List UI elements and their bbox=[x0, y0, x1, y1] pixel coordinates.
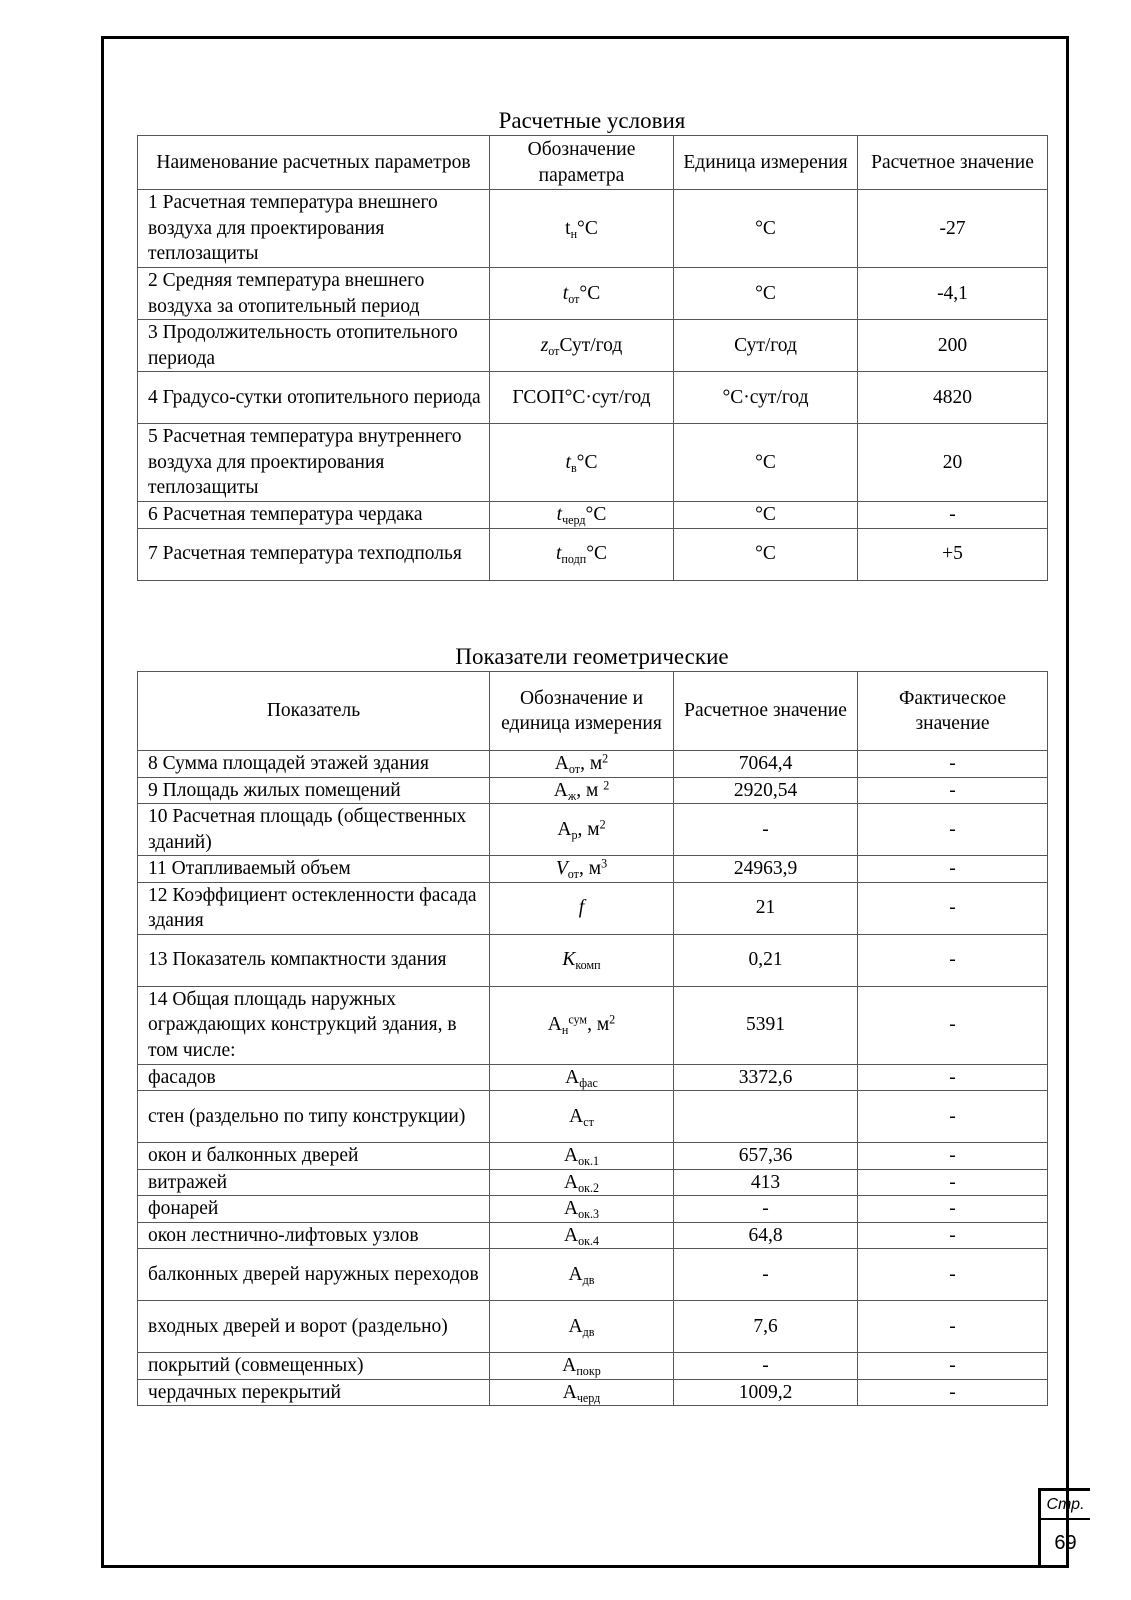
symbol-unit: , м bbox=[587, 1014, 610, 1036]
header-cell: Обозначение и единица измерения bbox=[490, 672, 674, 751]
actual-value-cell: - bbox=[858, 1196, 1048, 1223]
design-value-cell: +5 bbox=[858, 528, 1048, 580]
actual-value-cell: - bbox=[858, 856, 1048, 883]
table-row bbox=[138, 804, 1048, 856]
symbol-unit-cell bbox=[490, 1091, 674, 1143]
unit-cell: °С bbox=[674, 502, 858, 529]
unit-cell: Сут/год bbox=[674, 320, 858, 372]
symbol-subscript: черд bbox=[562, 513, 586, 528]
indicator-name-cell: 14 Общая площадь наружных ограждающих конструкций здания, в том числе: bbox=[138, 986, 490, 1064]
calculated-value-cell: 7,6 bbox=[674, 1301, 858, 1353]
table-row bbox=[138, 856, 1048, 883]
actual-value-cell: - bbox=[858, 751, 1048, 778]
table-row bbox=[138, 1353, 1048, 1380]
symbol-subscript: ок.2 bbox=[578, 1180, 600, 1195]
calculated-value-cell: 64,8 bbox=[674, 1222, 858, 1249]
header-cell: Расчетное значение bbox=[858, 136, 1048, 190]
symbol-unit-cell bbox=[490, 986, 674, 1064]
symbol-unit-cell bbox=[490, 882, 674, 934]
design-conditions-body bbox=[138, 190, 1048, 581]
symbol-subscript: ж bbox=[567, 788, 577, 803]
symbol-subscript: ст bbox=[583, 1114, 594, 1129]
symbol-main: f bbox=[578, 897, 585, 919]
symbol-main: А bbox=[563, 1198, 579, 1219]
symbol-unit: °С bbox=[576, 451, 598, 473]
table-header-row bbox=[138, 672, 1048, 751]
actual-value-cell: - bbox=[858, 1249, 1048, 1301]
symbol-main: А bbox=[553, 779, 568, 801]
symbol-main: А bbox=[547, 1014, 562, 1036]
symbol-unit: °С bbox=[586, 543, 607, 565]
unit-exponent: 2 bbox=[602, 751, 609, 766]
table-row bbox=[138, 372, 1048, 424]
page-label: Стр. bbox=[1041, 1491, 1090, 1520]
table-row bbox=[138, 777, 1048, 804]
parameter-symbol-cell bbox=[490, 372, 674, 424]
parameter-symbol-cell bbox=[490, 528, 674, 580]
indicator-name-cell: балконных дверей наружных переходов bbox=[138, 1249, 490, 1301]
symbol-unit-cell bbox=[490, 1249, 674, 1301]
symbol-main: А bbox=[554, 753, 569, 774]
symbol-main: А bbox=[563, 1224, 579, 1246]
calculated-value-cell: 7064,4 bbox=[674, 751, 858, 778]
symbol-subscript: от bbox=[568, 291, 580, 306]
symbol-main: t bbox=[556, 543, 562, 565]
design-value-cell: 4820 bbox=[858, 372, 1048, 424]
parameter-name-cell: 4 Градусо-сутки отопительного периода bbox=[138, 372, 490, 424]
parameter-name-cell: 5 Расчетная температура внутреннего воздуха для проектирования теплозащиты bbox=[138, 424, 490, 502]
actual-value-cell: - bbox=[858, 1064, 1048, 1091]
actual-value-cell: - bbox=[858, 1353, 1048, 1380]
symbol-subscript: комп bbox=[575, 958, 601, 973]
symbol-main: А bbox=[568, 1263, 583, 1285]
page-number-stamp bbox=[1038, 1488, 1090, 1568]
table-title-geometric-indicators: Показатели геометрические bbox=[455, 644, 729, 669]
symbol-unit-cell bbox=[490, 1301, 674, 1353]
symbol-main: А bbox=[562, 1355, 577, 1376]
symbol-main: t bbox=[562, 282, 569, 304]
header-cell: Единица измерения bbox=[674, 136, 858, 190]
geometric-indicators-body bbox=[138, 751, 1048, 1406]
parameter-name-cell: 6 Расчетная температура чердака bbox=[138, 502, 490, 529]
actual-value-cell: - bbox=[858, 882, 1048, 934]
actual-value-cell: - bbox=[858, 1143, 1048, 1170]
table-row bbox=[138, 424, 1048, 502]
symbol-main: ГСОП bbox=[512, 386, 565, 408]
table-row bbox=[138, 882, 1048, 934]
indicator-name-cell: 8 Сумма площадей этажей здания bbox=[138, 751, 490, 778]
unit-cell: °С bbox=[674, 424, 858, 502]
symbol-unit: Сут/год bbox=[559, 334, 623, 356]
symbol-superscript: сум bbox=[568, 1012, 588, 1027]
calculated-value-cell: 1009,2 bbox=[674, 1379, 858, 1406]
symbol-main: V bbox=[555, 858, 568, 879]
symbol-subscript: от bbox=[548, 343, 560, 358]
indicator-name-cell: 9 Площадь жилых помещений bbox=[138, 777, 490, 804]
indicator-name-cell: 11 Отапливаемый объем bbox=[138, 856, 490, 883]
parameter-name-cell: 1 Расчетная температура внешнего воздуха для проектирования теплозащиты bbox=[138, 190, 490, 268]
actual-value-cell: - bbox=[858, 986, 1048, 1064]
symbol-unit-cell bbox=[490, 1064, 674, 1091]
actual-value-cell: - bbox=[858, 1222, 1048, 1249]
calculated-value-cell: - bbox=[674, 804, 858, 856]
parameter-symbol-cell bbox=[490, 268, 674, 320]
symbol-subscript: ок.4 bbox=[578, 1233, 600, 1248]
symbol-unit: , м bbox=[577, 818, 600, 840]
calculated-value-cell: 24963,9 bbox=[674, 856, 858, 883]
indicator-name-cell: входных дверей и ворот (раздельно) bbox=[138, 1301, 490, 1353]
symbol-unit-cell bbox=[490, 1353, 674, 1380]
header-cell: Наименование расчетных параметров bbox=[138, 136, 490, 190]
symbol-main: А bbox=[565, 1066, 580, 1088]
calculated-value-cell: - bbox=[674, 1249, 858, 1301]
unit-cell: °С·сут/год bbox=[674, 372, 858, 424]
symbol-main: А bbox=[562, 1381, 577, 1403]
symbol-unit: , м bbox=[580, 753, 603, 774]
parameter-name-cell: 2 Средняя температура внешнего воздуха за отопительный период bbox=[138, 268, 490, 320]
table-row bbox=[138, 1196, 1048, 1223]
design-conditions-table bbox=[137, 135, 1048, 581]
symbol-unit: °С bbox=[579, 282, 601, 304]
symbol-main: t bbox=[565, 451, 571, 473]
table-row bbox=[138, 1143, 1048, 1170]
table-row bbox=[138, 1249, 1048, 1301]
symbol-subscript: от bbox=[568, 762, 581, 777]
design-value-cell: 200 bbox=[858, 320, 1048, 372]
calculated-value-cell: 413 bbox=[674, 1169, 858, 1196]
symbol-subscript: дв bbox=[582, 1324, 595, 1339]
symbol-unit-cell bbox=[490, 1196, 674, 1223]
parameter-symbol-cell bbox=[490, 424, 674, 502]
table-row bbox=[138, 268, 1048, 320]
table-row bbox=[138, 1064, 1048, 1091]
actual-value-cell: - bbox=[858, 934, 1048, 986]
symbol-subscript: ок.1 bbox=[578, 1154, 600, 1169]
design-value-cell: -27 bbox=[858, 190, 1048, 268]
symbol-unit: , м bbox=[576, 779, 604, 801]
symbol-unit-cell bbox=[490, 804, 674, 856]
unit-exponent: 2 bbox=[609, 1012, 616, 1027]
symbol-unit-cell bbox=[490, 777, 674, 804]
table-row bbox=[138, 528, 1048, 580]
calculated-value-cell: 0,21 bbox=[674, 934, 858, 986]
header-cell: Обозначение параметра bbox=[490, 136, 674, 190]
actual-value-cell: - bbox=[858, 1091, 1048, 1143]
actual-value-cell: - bbox=[858, 804, 1048, 856]
symbol-unit-cell bbox=[490, 1169, 674, 1196]
symbol-unit-cell bbox=[490, 934, 674, 986]
symbol-subscript: от bbox=[567, 867, 579, 882]
indicator-name-cell: 13 Показатель компактности здания bbox=[138, 934, 490, 986]
symbol-unit-cell bbox=[490, 1143, 674, 1170]
indicator-name-cell: фасадов bbox=[138, 1064, 490, 1091]
symbol-unit-cell bbox=[490, 1379, 674, 1406]
symbol-unit: , м bbox=[578, 858, 602, 879]
parameter-symbol-cell bbox=[490, 190, 674, 268]
calculated-value-cell: 2920,54 bbox=[674, 777, 858, 804]
symbol-subscript: в bbox=[570, 460, 577, 475]
header-cell: Показатель bbox=[138, 672, 490, 751]
header-cell: Фактическое значение bbox=[858, 672, 1048, 751]
design-value-cell: 20 bbox=[858, 424, 1048, 502]
symbol-main: А bbox=[557, 818, 572, 840]
calculated-value-cell: - bbox=[674, 1196, 858, 1223]
parameter-symbol-cell bbox=[490, 320, 674, 372]
symbol-unit-cell bbox=[490, 751, 674, 778]
table-row bbox=[138, 190, 1048, 268]
actual-value-cell: - bbox=[858, 777, 1048, 804]
symbol-main: А bbox=[563, 1171, 579, 1193]
symbol-main: z bbox=[540, 334, 549, 356]
calculated-value-cell: 5391 bbox=[674, 986, 858, 1064]
symbol-subscript: н bbox=[570, 226, 578, 241]
table-row bbox=[138, 1222, 1048, 1249]
unit-cell: °С bbox=[674, 190, 858, 268]
indicator-name-cell: покрытий (совмещенных) bbox=[138, 1353, 490, 1380]
table-row bbox=[138, 502, 1048, 529]
calculated-value-cell: 21 bbox=[674, 882, 858, 934]
table-row bbox=[138, 934, 1048, 986]
symbol-main: K bbox=[562, 949, 576, 971]
symbol-subscript: черд bbox=[576, 1390, 601, 1405]
actual-value-cell: - bbox=[858, 1169, 1048, 1196]
symbol-unit: °С bbox=[577, 217, 598, 239]
symbol-unit-cell bbox=[490, 1222, 674, 1249]
unit-exponent: 3 bbox=[601, 856, 608, 871]
unit-cell: °С bbox=[674, 268, 858, 320]
indicator-name-cell: чердачных перекрытий bbox=[138, 1379, 490, 1406]
symbol-unit-cell bbox=[490, 856, 674, 883]
parameter-name-cell: 7 Расчетная температура техподполья bbox=[138, 528, 490, 580]
table-row bbox=[138, 320, 1048, 372]
symbol-subscript: ок.3 bbox=[578, 1207, 600, 1222]
symbol-subscript: дв bbox=[582, 1272, 595, 1287]
symbol-unit: °С bbox=[585, 504, 607, 525]
calculated-value-cell: 3372,6 bbox=[674, 1064, 858, 1091]
design-value-cell: - bbox=[858, 502, 1048, 529]
table-row bbox=[138, 1379, 1048, 1406]
table-header-row bbox=[138, 136, 1048, 190]
symbol-subscript: р bbox=[571, 827, 578, 842]
symbol-main: t bbox=[565, 217, 571, 239]
parameter-name-cell: 3 Продолжительность отопительного периода bbox=[138, 320, 490, 372]
table-row bbox=[138, 751, 1048, 778]
header-cell: Расчетное значение bbox=[674, 672, 858, 751]
symbol-subscript: покр bbox=[576, 1364, 601, 1379]
parameter-symbol-cell bbox=[490, 502, 674, 529]
unit-exponent: 2 bbox=[603, 777, 610, 792]
table-row bbox=[138, 1301, 1048, 1353]
symbol-subscript: подп bbox=[561, 552, 587, 567]
unit-exponent: 2 bbox=[599, 817, 606, 832]
symbol-main: А bbox=[563, 1145, 579, 1166]
indicator-name-cell: стен (раздельно по типу конструкции) bbox=[138, 1091, 490, 1143]
calculated-value-cell: - bbox=[674, 1353, 858, 1380]
design-value-cell: -4,1 bbox=[858, 268, 1048, 320]
unit-cell: °С bbox=[674, 528, 858, 580]
calculated-value-cell bbox=[674, 1091, 858, 1143]
symbol-subscript: н bbox=[561, 1023, 569, 1038]
table-title-design-conditions: Расчетные условия bbox=[498, 108, 686, 133]
symbol-main: t bbox=[556, 504, 563, 525]
table-row bbox=[138, 1169, 1048, 1196]
symbol-main: А bbox=[569, 1105, 584, 1127]
page-number: 69 bbox=[1054, 1532, 1077, 1554]
indicator-name-cell: 12 Коэффициент остекленности фасада здания bbox=[138, 882, 490, 934]
indicator-name-cell: окон лестнично-лифтовых узлов bbox=[138, 1222, 490, 1249]
indicator-name-cell: витражей bbox=[138, 1169, 490, 1196]
actual-value-cell: - bbox=[858, 1301, 1048, 1353]
symbol-main: А bbox=[568, 1315, 583, 1337]
table-row bbox=[138, 986, 1048, 1064]
geometric-indicators-table bbox=[137, 671, 1048, 1406]
symbol-unit: °С·сут/год bbox=[564, 386, 651, 408]
actual-value-cell: - bbox=[858, 1379, 1048, 1406]
table-row bbox=[138, 1091, 1048, 1143]
symbol-subscript: фас bbox=[579, 1075, 598, 1090]
calculated-value-cell: 657,36 bbox=[674, 1143, 858, 1170]
indicator-name-cell: окон и балконных дверей bbox=[138, 1143, 490, 1170]
indicator-name-cell: фонарей bbox=[138, 1196, 490, 1223]
indicator-name-cell: 10 Расчетная площадь (общественных зданий) bbox=[138, 804, 490, 856]
